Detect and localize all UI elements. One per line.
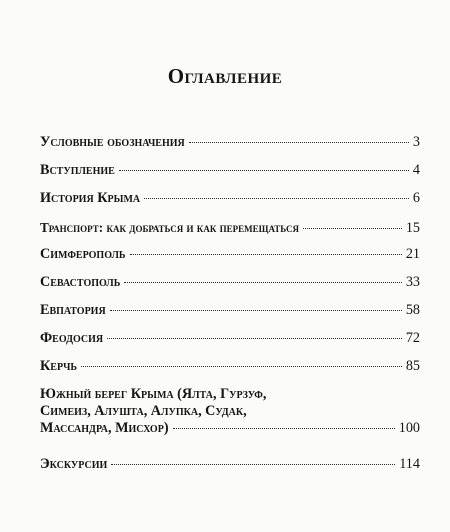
toc-entry-label-line: Симеиз, Алушта, Алупка, Судак, [40,403,247,419]
toc-entry-label: Условные обозначения [40,134,185,150]
toc-page-number: 100 [398,420,420,436]
toc-entry [40,246,420,263]
toc-page-number: 58 [405,302,420,318]
toc-page-number: 72 [405,330,420,346]
toc-entry [40,274,420,291]
toc-entry [40,456,420,473]
toc-page-number: 114 [399,456,420,472]
toc-page-number: 33 [405,274,420,290]
toc-entry-label: Экскурсии [40,456,108,472]
toc-page-number: 4 [412,162,420,178]
dot-leader [119,170,409,171]
toc-page-number: 15 [405,220,420,236]
dot-leader [173,428,395,429]
toc-entry-label: Транспорт: как добраться и как перемещаться [40,220,299,235]
toc-entry [40,134,420,151]
dot-leader [130,254,402,255]
page-title: Оглавление [167,64,283,88]
dot-leader [124,282,401,283]
toc-entry [40,302,420,319]
toc-entry [40,190,420,207]
toc-entry-label: Севастополь [40,274,121,290]
toc-page-number: 85 [405,358,420,374]
toc-entry [40,330,420,347]
dot-leader [110,310,402,311]
toc-page-number: 3 [412,134,420,150]
toc-entry-label: История Крыма [40,190,141,206]
toc-entry-label: Керчь [40,358,78,374]
toc-entry-label: Симферополь [40,246,126,262]
toc-page-number: 21 [405,246,420,262]
toc-entry-label: Феодосия [40,330,104,346]
dot-leader [107,338,402,339]
dot-leader [189,142,409,143]
dot-leader [111,464,395,465]
toc-entry-label: Вступление [40,162,115,178]
toc-entry-label-line: Южный берег Крыма (Ялта, Гурзуф, [40,386,267,402]
dot-leader [303,228,402,229]
toc-entry [40,219,420,237]
dot-leader [144,198,409,199]
toc-entry-label: Евпатория [40,302,106,318]
toc-entry [40,162,420,179]
toc-entry-label-line: Массандра, Мисхор) [40,420,169,436]
toc-entry-multiline [40,386,420,437]
dot-leader [81,366,402,367]
toc-page-number: 6 [412,190,420,206]
toc-entry [40,358,420,375]
